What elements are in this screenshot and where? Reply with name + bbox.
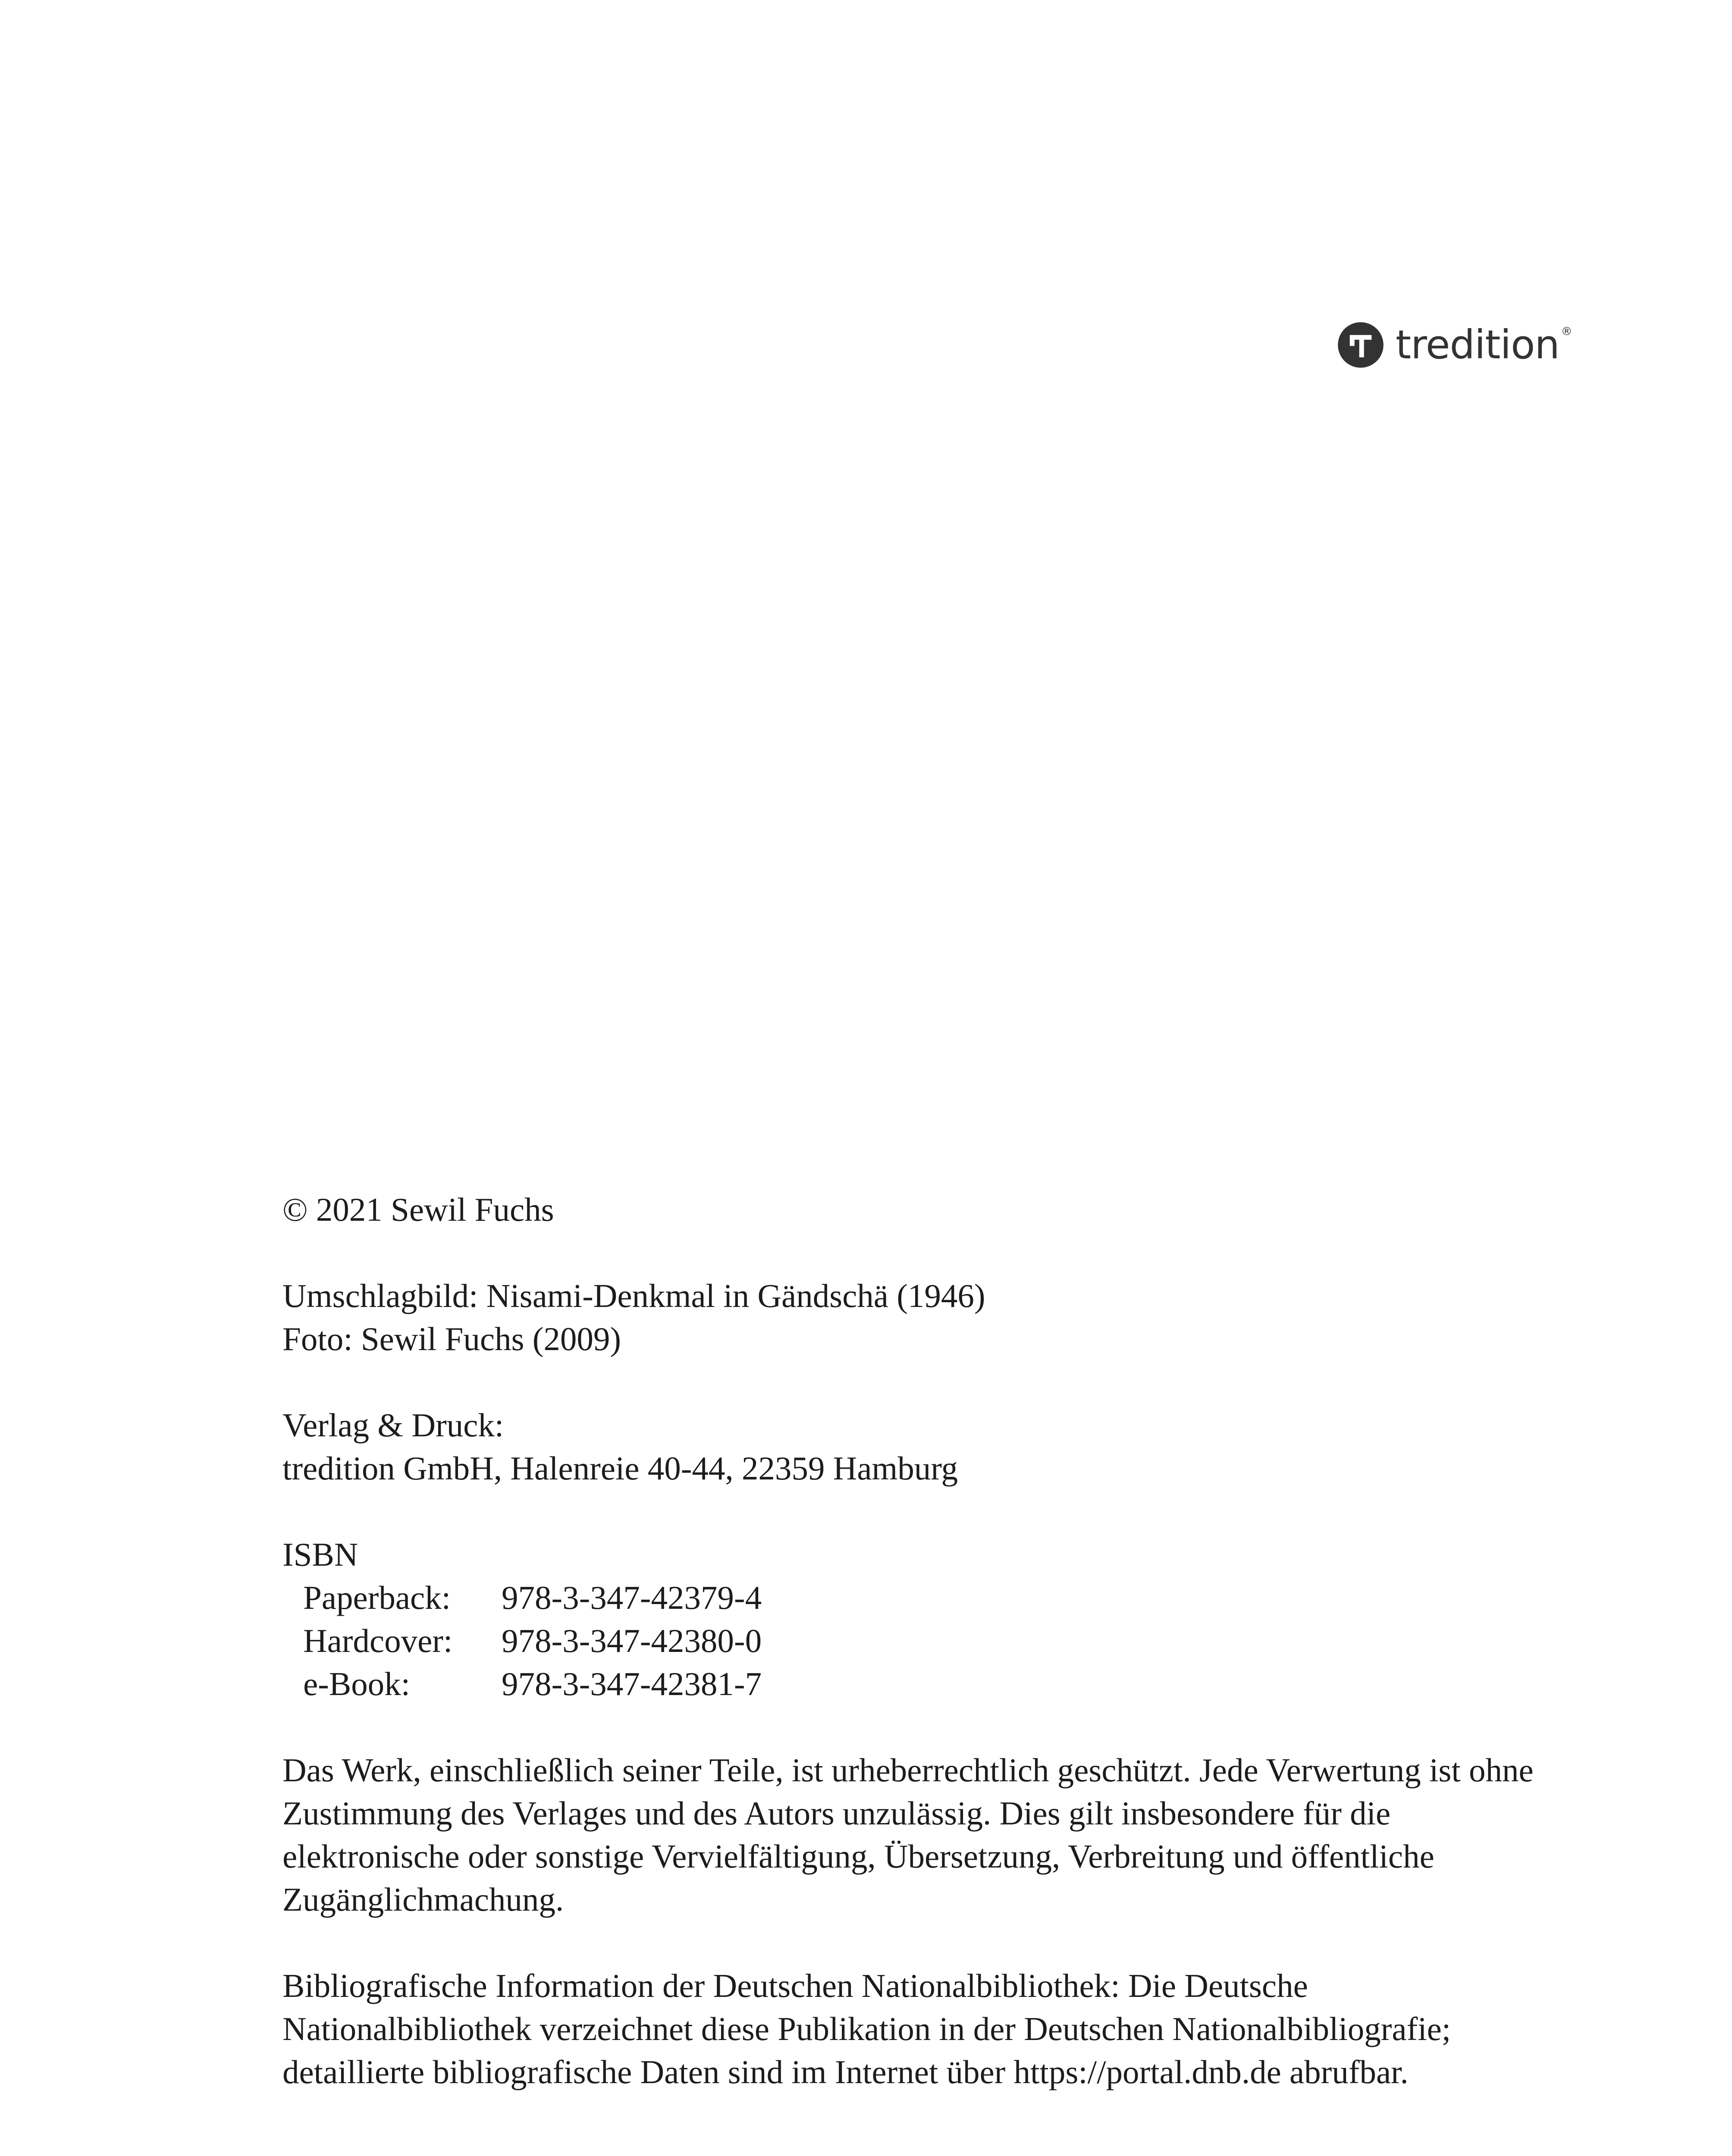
legal-notice (282, 1749, 1576, 1921)
isbn-label: Hardcover: (303, 1622, 453, 1659)
photo-credit: Foto: Sewil Fuchs (2009) (282, 1320, 621, 1357)
bibliographic-notice-line: detaillierte bibliografische Daten sind im Internet über https://portal.dnb.de abrufbar. (282, 2053, 1409, 2090)
isbn-label: Paperback: (303, 1579, 451, 1616)
cover-credits (282, 1274, 1576, 1360)
publisher-label: Verlag & Druck: (282, 1407, 504, 1444)
isbn-heading: ISBN (282, 1536, 358, 1573)
isbn-row-paperback (282, 1576, 1576, 1619)
logo-wordmark: tredition (1396, 322, 1559, 368)
bibliographic-notice-line: Nationalbibliothek verzeichnet diese Publikation in der Deutschen Nationalbibliografie; (282, 2010, 1451, 2047)
isbn-value: 978-3-347-42381-7 (502, 1665, 762, 1702)
registered-mark: ® (1561, 325, 1572, 338)
cover-image-credit: Umschlagbild: Nisami-Denkmal in Gändschä (1946) (282, 1277, 985, 1314)
legal-notice-line: Zustimmung des Verlages und des Autors unzulässig. Dies gilt insbesondere für die (282, 1795, 1391, 1832)
isbn-row-ebook (282, 1662, 1576, 1705)
legal-notice-line: Zugänglichmachung. (282, 1881, 564, 1918)
bibliographic-notice (282, 1964, 1576, 2093)
publisher-block (282, 1404, 1576, 1490)
isbn-label: e-Book: (303, 1665, 411, 1702)
legal-notice-line: Das Werk, einschließlich seiner Teile, ist urheberrechtlich geschützt. Jede Verwertung ist ohne (282, 1752, 1534, 1789)
legal-notice-line: elektronische oder sonstige Vervielfältigung, Übersetzung, Verbreitung und öffentliche (282, 1838, 1434, 1875)
copyright-line: © 2021 Sewil Fuchs (282, 1191, 554, 1228)
isbn-row-hardcover (282, 1619, 1576, 1662)
publisher-address: tredition GmbH, Halenreie 40-44, 22359 Hamburg (282, 1450, 958, 1487)
tredition-logo-icon (1337, 321, 1384, 369)
bibliographic-notice-line: Bibliografische Information der Deutschen Nationalbibliothek: Die Deutsche (282, 1967, 1308, 2004)
copyright-block (282, 1188, 1576, 1231)
isbn-value: 978-3-347-42379-4 (502, 1579, 762, 1616)
imprint-content (282, 1188, 1576, 2137)
isbn-value: 978-3-347-42380-0 (502, 1622, 762, 1659)
isbn-block (282, 1533, 1576, 1705)
publisher-logo (1337, 319, 1572, 371)
